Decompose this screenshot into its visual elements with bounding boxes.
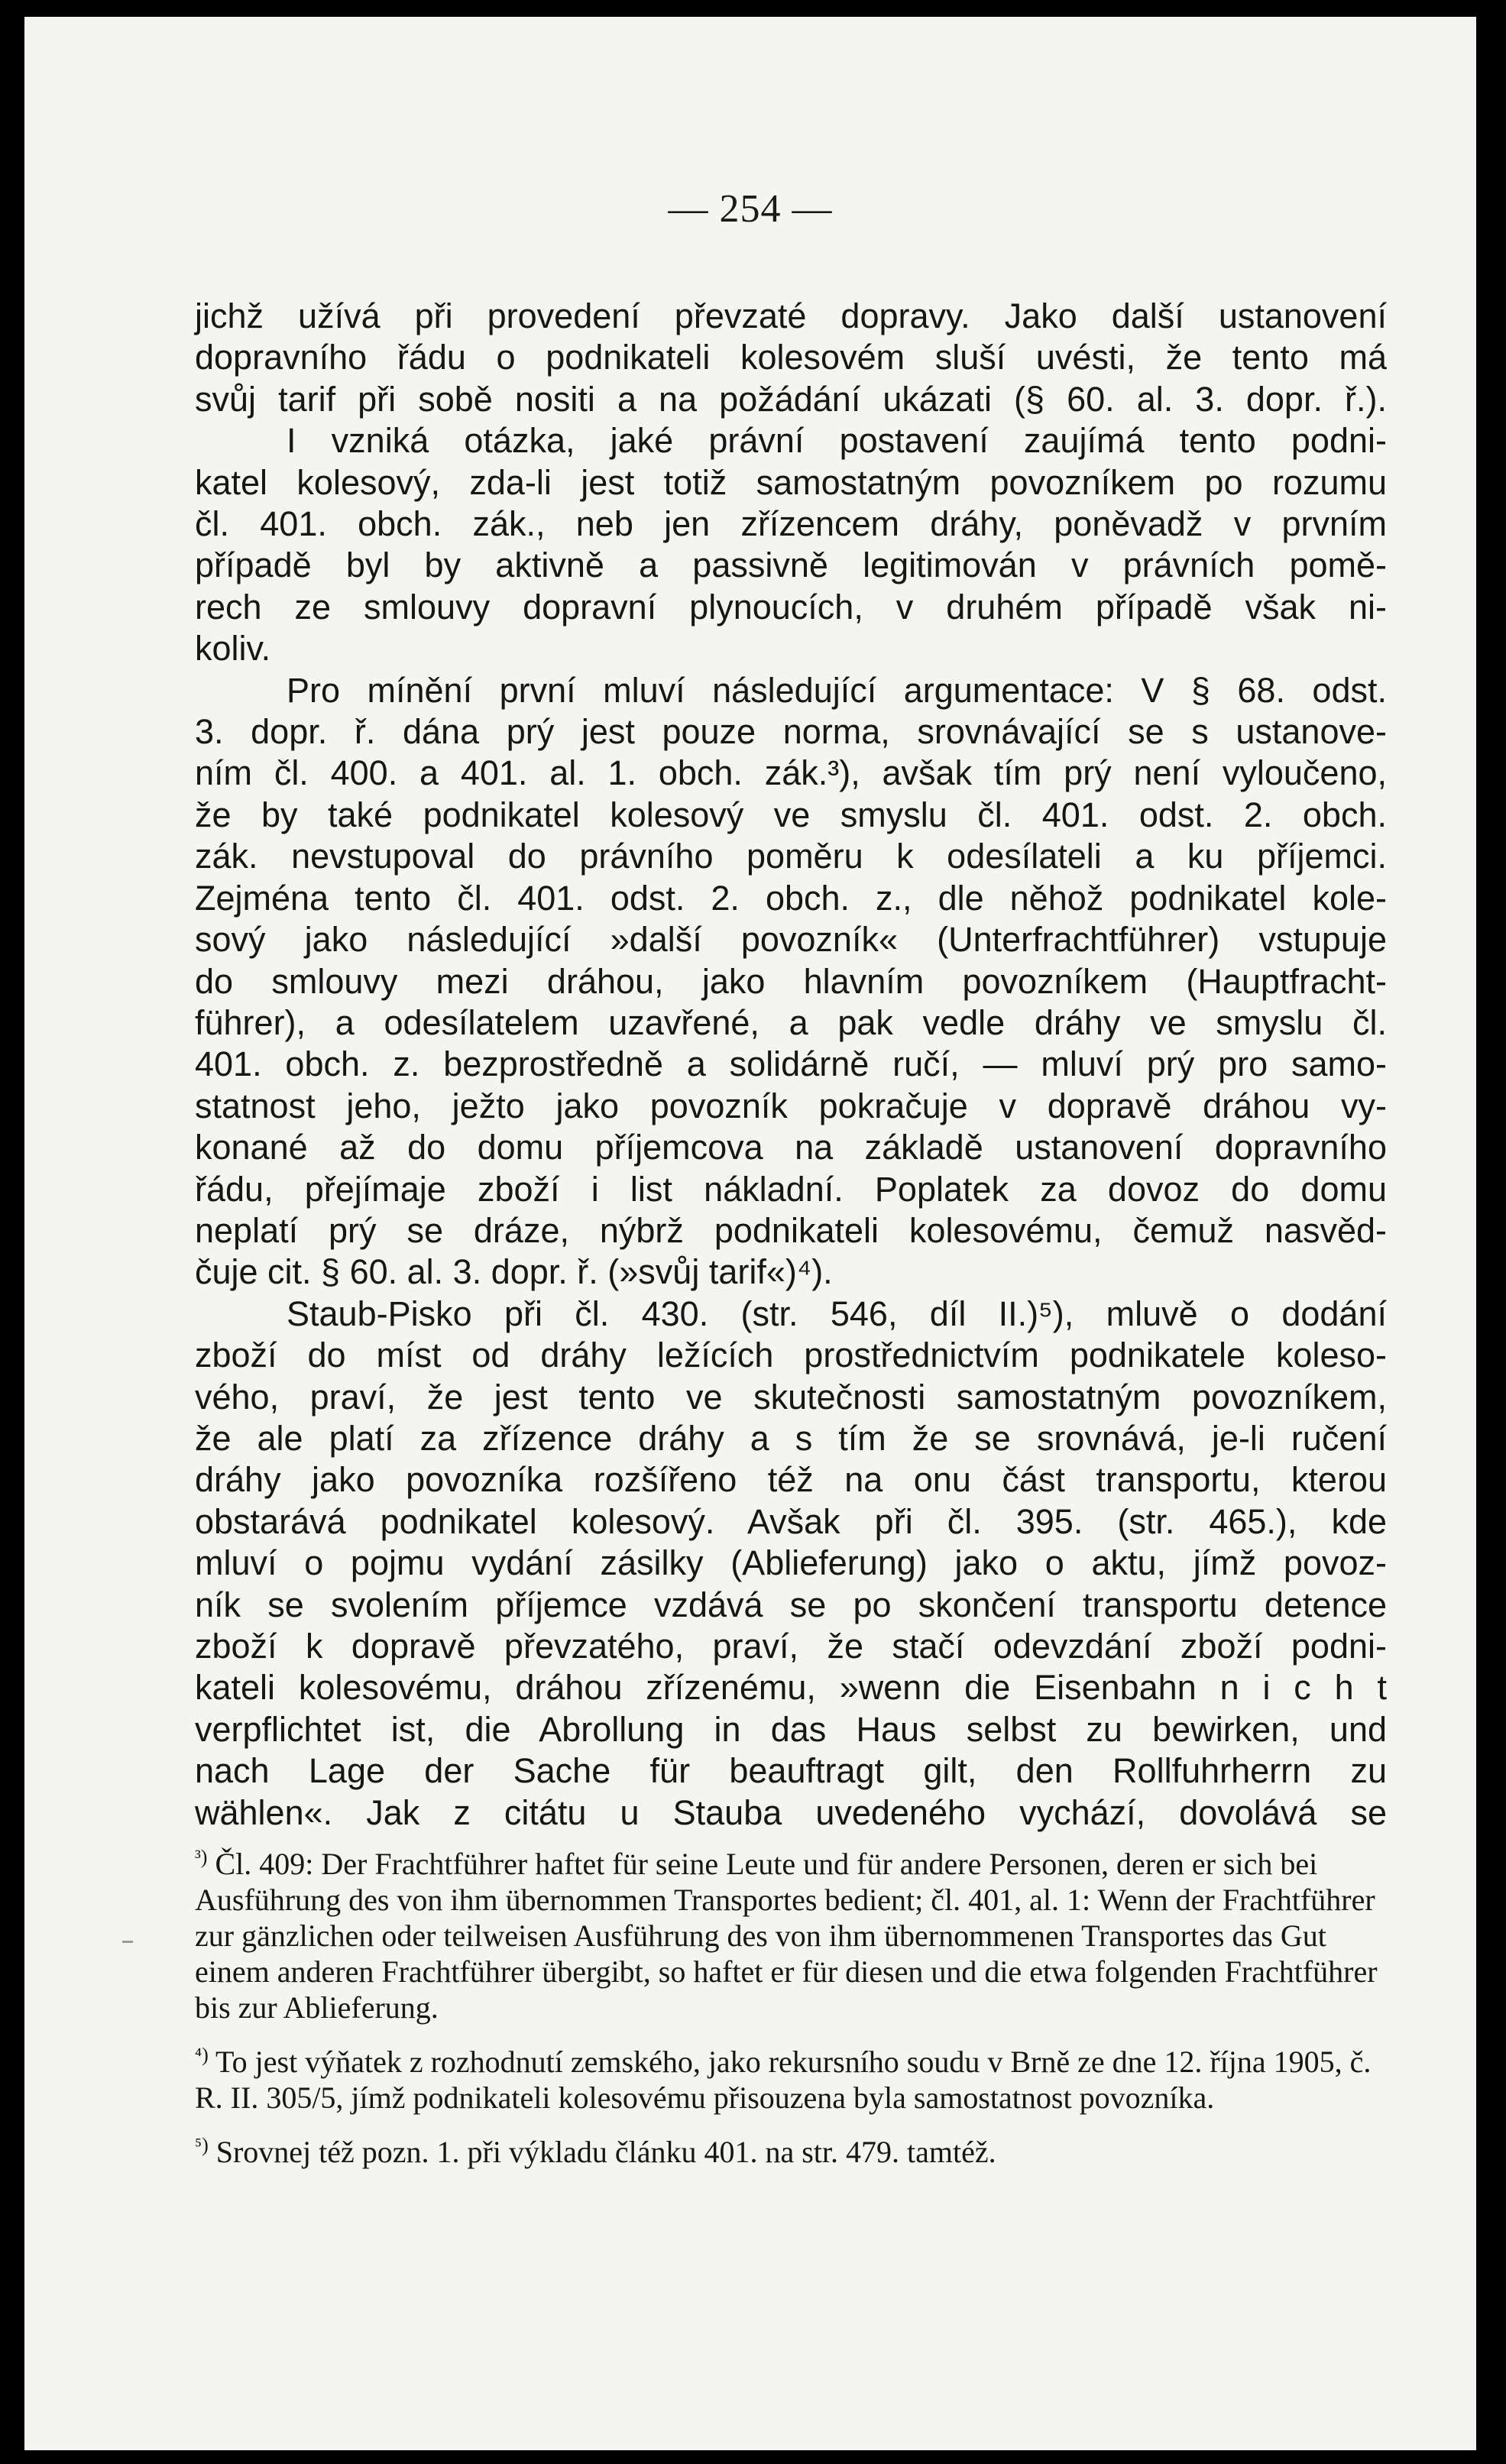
text-line: případě byl by aktivně a passivně legitimován v právních pomě- (195, 546, 1387, 585)
text-line: dopravního řádu o podnikateli kolesovém sluší uvésti, že tento má (195, 338, 1387, 377)
text-line: neplatí prý se dráze, nýbrž podnikateli kolesovému, čemuž nasvěd- (195, 1210, 1387, 1250)
scan-speck (122, 1941, 133, 1943)
text-line: Zejména tento čl. 401. odst. 2. obch. z., dle něhož podnikatel kole- (195, 878, 1387, 918)
text-line: čl. 401. obch. zák., neb jen zřízencem dráhy, poněvadž v prvním (195, 504, 1387, 544)
text-line: jichž užívá při provedení převzaté dopravy. Jako další ustanovení (195, 296, 1387, 335)
text-line: do smlouvy mezi dráhou, jako hlavním povozníkem (Hauptfracht- (195, 961, 1387, 1001)
footnote-text: Srovnej též pozn. 1. při výkladu článku 401. na str. 479. tamtéž. (215, 2135, 996, 2169)
text-line: zák. nevstupoval do právního poměru k odesílateli a ku příjemci. (195, 837, 1387, 876)
text-line: rech ze smlouvy dopravní plynoucích, v druhém případě však ni- (195, 587, 1387, 627)
scanned-page (24, 17, 1476, 2450)
footnote-marker: ⁴) (195, 2044, 209, 2066)
footnote-text: Čl. 409: Der Frachtführer haftet für seine Leute und für andere Personen, deren er sich bei Ausführung des von ihm übernommen Transportes bedient; čl. 401, al. 1: Wenn der Frachtführer zur gänzlichen oder teilweisen Ausführung des von ihm übernommenen Transportes das Gut einem anderen Frachtführer übergibt, so haftet er für diesen und die etwa folgenden Frachtführer bis zur Ablieferung. (195, 1847, 1378, 2025)
text-line: mluví o pojmu vydání zásilky (Ablieferung) jako o aktu, jímž povoz- (195, 1543, 1387, 1583)
text-line: svůj tarif při sobě nositi a na požádání ukázati (§ 60. al. 3. dopr. ř.). (195, 379, 1387, 419)
text-line: statnost jeho, ježto jako povozník pokračuje v dopravě dráhou vy- (195, 1086, 1387, 1125)
footnote-marker: ³) (195, 1846, 208, 1868)
text-line: ník se svolením příjemce vzdává se po skončení transportu detence (195, 1585, 1387, 1624)
text-line: nach Lage der Sache für beauftragt gilt, den Rollfuhrherrn zu (195, 1751, 1387, 1791)
footnote-text: To jest výňatek z rozhodnutí zemského, jako rekursního soudu v Brně ze dne 12. října 1905, č. R. II. 305/5, jímž podnikateli kolesovému přisouzena byla samostatnost povozníka. (195, 2045, 1372, 2115)
text-line: vého, praví, že jest tento ve skutečnosti samostatným povozníkem, (195, 1377, 1387, 1417)
text-line: wählen«. Jak z citátu u Stauba uvedeného vychází, dovolává se (195, 1792, 1387, 1832)
text-line: čuje cit. § 60. al. 3. dopr. ř. (»svůj tarif«)⁴). (195, 1252, 833, 1292)
text-line: sový jako následující »další povozník« (Unterfrachtführer) vstupuje (195, 920, 1387, 960)
main-text (195, 296, 1387, 1834)
text-line: že by také podnikatel kolesový ve smyslu čl. 401. odst. 2. obch. (195, 795, 1387, 834)
page-number: — 254 — (668, 187, 833, 231)
text-line: že ale platí za zřízence dráhy a s tím že se srovnává, je-li ručení (195, 1418, 1387, 1458)
footnote-marker: ⁵) (195, 2134, 209, 2156)
text-line: konané až do domu příjemcova na základě ustanovení dopravního (195, 1128, 1387, 1167)
text-line: řádu, přejímaje zboží i list nákladní. Poplatek za dovoz do domu (195, 1169, 1387, 1209)
text-line: kateli kolesovému, dráhou zřízenému, »wenn die Eisenbahn n i c h t (195, 1668, 1387, 1708)
text-line: ním čl. 400. a 401. al. 1. obch. zák.³), avšak tím prý není vyloučeno, (195, 753, 1387, 793)
text-line: I vzniká otázka, jaké právní postavení zaujímá tento podni- (287, 421, 1387, 461)
text-line: zboží do míst od dráhy ležících prostřednictvím podnikatele koleso- (195, 1336, 1387, 1375)
footnote-3 (195, 1839, 1387, 2025)
footnotes (195, 1839, 1387, 2181)
text-line: Staub-Pisko při čl. 430. (str. 546, díl II.)⁵), mluvě o dodání (287, 1294, 1387, 1333)
text-line: führer), a odesílatelem uzavřené, a pak vedle dráhy ve smyslu čl. (195, 1002, 1387, 1042)
text-line: dráhy jako povozníka rozšířeno též na onu část transportu, kterou (195, 1460, 1387, 1500)
text-line: obstarává podnikatel kolesový. Avšak při čl. 395. (str. 465.), kde (195, 1501, 1387, 1541)
text-line: 401. obch. z. bezprostředně a solidárně ručí, — mluví prý pro samo- (195, 1044, 1387, 1084)
text-line: 3. dopr. ř. dána prý jest pouze norma, srovnávající se s ustanove- (195, 712, 1387, 752)
footnote-4 (195, 2037, 1387, 2116)
text-line: katel kolesový, zda-li jest totiž samostatným povozníkem po rozumu (195, 462, 1387, 502)
text-line: verpflichtet ist, die Abrollung in das Haus selbst zu bewirken, und (195, 1709, 1387, 1749)
footnote-5 (195, 2127, 1387, 2170)
text-line: koliv. (195, 629, 271, 669)
text-line: zboží k dopravě převzatého, praví, že stačí odevzdání zboží podni- (195, 1627, 1387, 1666)
text-line: Pro mínění první mluví následující argumentace: V § 68. odst. (287, 670, 1387, 710)
